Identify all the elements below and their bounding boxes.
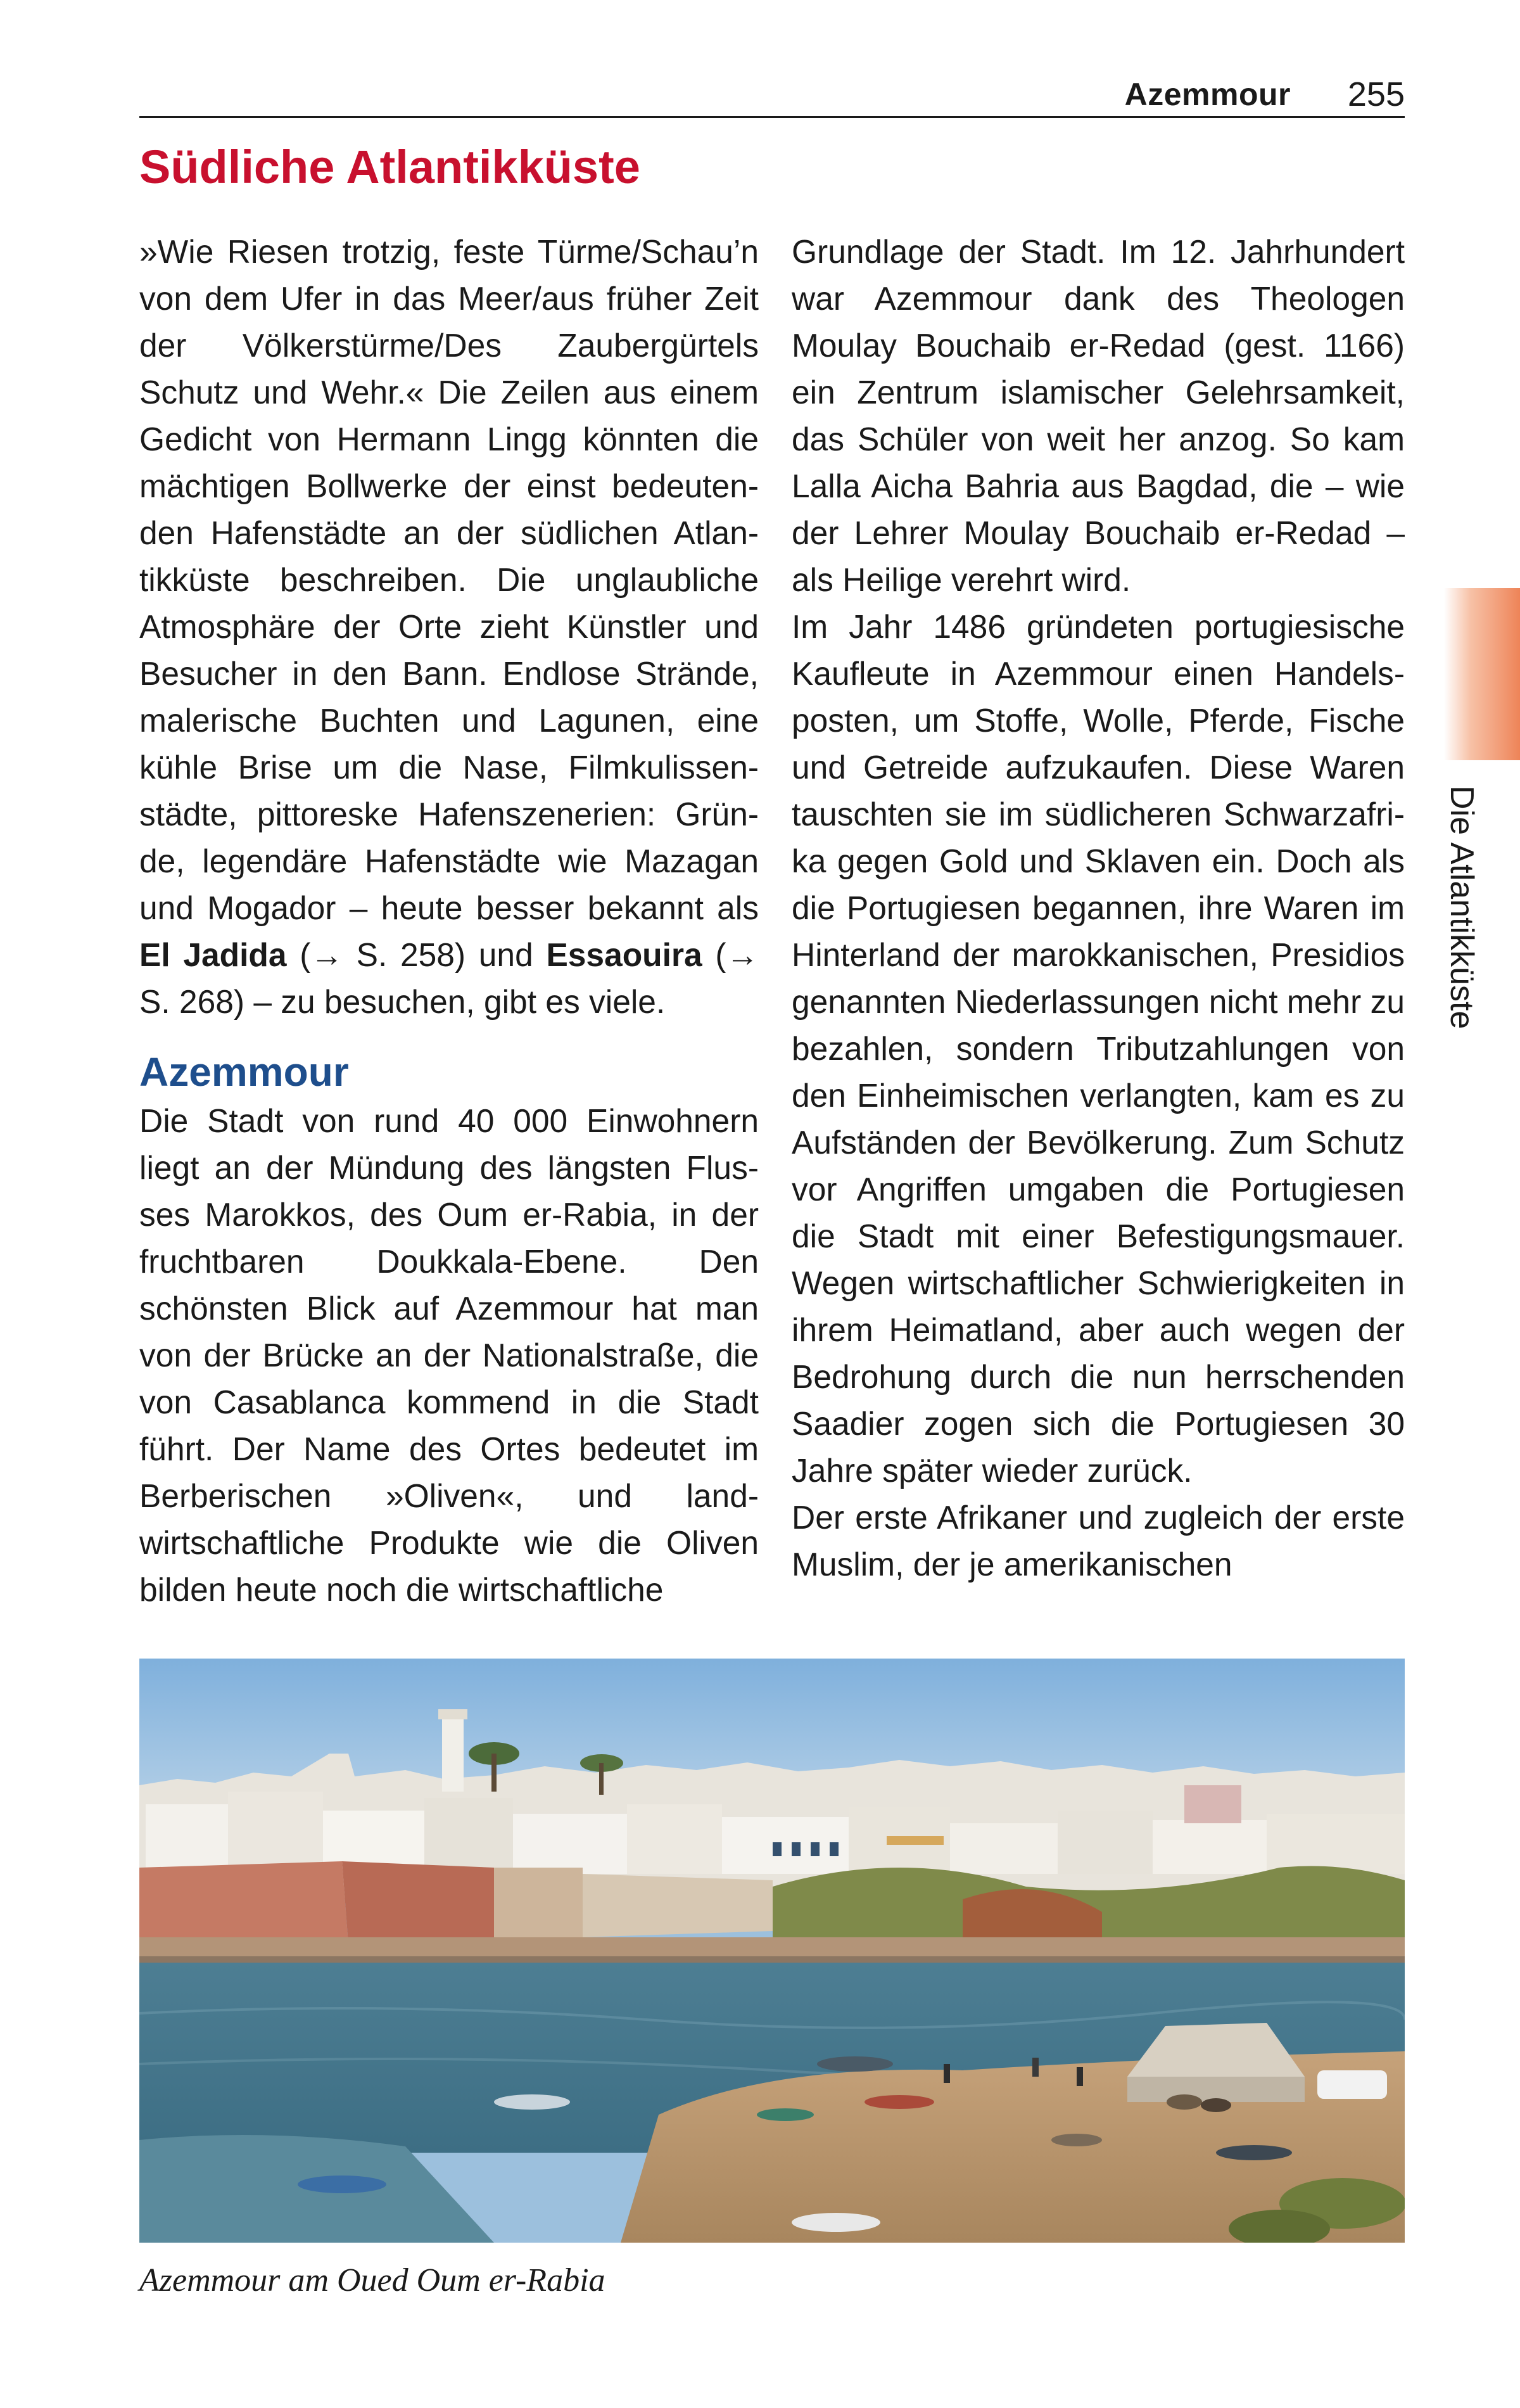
section-heading: Azemmour	[139, 1049, 349, 1095]
right-paragraph-3: Der erste Afrikaner und zugleich der erste Muslim, der je amerikanischen	[792, 1499, 1405, 1583]
intro-text-1: »Wie Riesen trotzig, feste Türme/Schau’n von dem Ufer in das Meer/aus früher Zeit der Völkerstürme/Des Zaubergürtels Schutz und Wehr.« Die Zeilen aus einem Gedicht von Hermann Lingg könnten die mächtigen Bollwerke der einst bedeutenden Hafenstädte an der südlichen Atlantikküste beschreiben. Die unglaubliche Atmosphäre der Orte zieht Künstler und Besucher in den Bann. Endlose Strände, malerische Buchten und Lagunen, eine kühle Brise um die Nase, Filmkulissenstädte, pittoreske Hafenszenerien: Gründe, legendäre Hafenstädte wie Mazagan und Mogador – heute besser bekannt als	[139, 233, 759, 926]
intro-text-2: (→ S. 258) und	[286, 936, 547, 973]
main-heading: Südliche Atlantikküste	[139, 141, 640, 193]
right-paragraph-2: Im Jahr 1486 gründeten portugiesische Kaufleute in Azemmour einen Handelsposten, um Stoffe, Wolle, Pferde, Fische und Getreide aufzukaufen. Diese Waren tauschten sie im südlicheren Schwarzafrika gegen Gold und Sklaven ein. Doch als die Portugiesen begannen, ihre Waren im Hinterland der marokkanischen, Presidios genannten Niederlassungen nicht mehr zu bezahlen, sondern Tributzahlungen von den Einheimischen verlangten, kam es zu Aufständen der Bevölkerung. Zum Schutz vor Angriffen umgaben die Portugiesen die Stadt mit einer Befestigungsmauer. Wegen wirtschaftlicher Schwierigkeiten in ihrem Heimatland, aber auch wegen der Bedrohung durch die nun herrschenden Saadier zogen sich die Portugiesen 30 Jahre später wieder zurück.	[792, 608, 1405, 1489]
photo-illustration	[139, 1659, 1405, 2243]
page-number: 255	[1347, 75, 1405, 113]
right-paragraph-1: Grundlage der Stadt. Im 12. Jahrhundert war Azemmour dank des Theologen Moulay Bouchaib er-Redad (gest. 1166) ein Zentrum islamischer Gelehrsamkeit, das Schüler von weit her anzog. So kam Lalla Aicha Bahria aus Bagdad, die – wie der Lehrer Moulay Bouchaib er-Redad – als Heilige verehrt wird.	[792, 233, 1405, 598]
section-paragraph: Die Stadt von rund 40 000 Einwohnern liegt an der Mündung des längsten Flusses Marokkos, des Oum er-Rabia, in der fruchtbaren Doukkala-Ebene. Den schönsten Blick auf Azemmour hat man von der Brücke an der Nationalstraße, die von Casablanca kommend in die Stadt führt. Der Name des Ortes bedeutet im Berberischen »Oliven«, und landwirtschaftliche Produkte wie die Oliven bilden heute noch die wirtschaftliche	[139, 1102, 759, 1608]
chapter-tab-label: Die Atlantikküste	[1443, 786, 1480, 1029]
chapter-tab	[1444, 588, 1520, 760]
intro-text-3: (→ S. 268) – zu besuchen, gibt es viele.	[139, 936, 759, 1020]
intro-paragraph	[139, 228, 759, 1025]
link-el-jadida: El Jadida	[139, 936, 287, 973]
photo-azemmour	[139, 1659, 1405, 2243]
photo-caption: Azemmour am Oued Oum er-Rabia	[139, 2262, 605, 2298]
header-rule	[139, 116, 1405, 118]
right-column	[792, 228, 1405, 1588]
running-header-section: Azemmour	[1124, 77, 1291, 112]
running-header	[139, 71, 1405, 118]
link-essaouira: Essaouira	[546, 936, 702, 973]
left-column	[139, 228, 759, 1613]
